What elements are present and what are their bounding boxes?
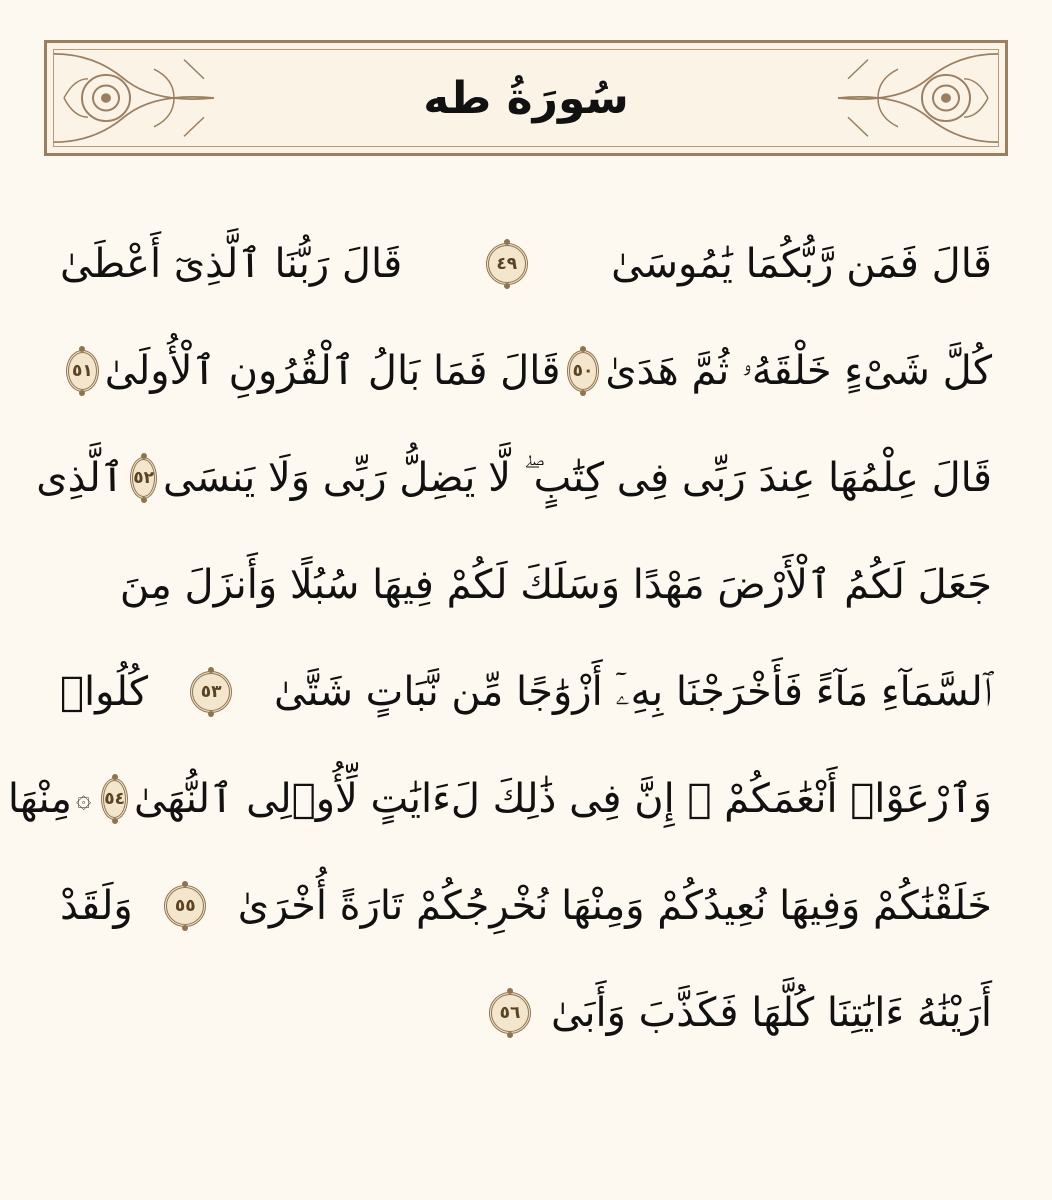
verse-line [60, 959, 992, 1066]
verse-text: خَلَقْنَٰكُمْ وَفِيهَا نُعِيدُكُمْ وَمِنْهَا نُخْرِجُكُمْ تَارَةً أُخْرَىٰ [237, 882, 992, 929]
surah-header-inner-border [53, 49, 999, 147]
verse-text: قَالَ فَمَا بَالُ ٱلْقُرُونِ ٱلْأُولَىٰ [104, 347, 561, 394]
verse-line [60, 317, 992, 424]
verse-text: كُلَّ شَىْءٍ خَلْقَهُۥ ثُمَّ هَدَىٰ [605, 347, 992, 394]
verses-body [7, 210, 992, 1066]
ayah-number-marker: ٥٦ [489, 992, 531, 1034]
verse-text: قَالَ فَمَن رَّبُّكُمَا يَٰمُوسَىٰ [611, 240, 992, 287]
surah-header [44, 40, 1008, 156]
ayah-number-marker: ٥٤ [101, 778, 128, 820]
verse-line [60, 638, 992, 745]
surah-title: سُورَةُ طه [423, 72, 629, 124]
verse-text: ٱلسَّمَآءِ مَآءً فَأَخْرَجْنَا بِهِۦٓ أَزْوَٰجًا مِّن نَّبَاتٍ شَتَّىٰ [274, 668, 992, 715]
ayah-number-marker: ٥٣ [190, 671, 232, 713]
verse-text: وَٱرْعَوْا۟ أَنْعَٰمَكُمْ ۗ إِنَّ فِى ذَٰلِكَ لَءَايَٰتٍ لِّأُو۟لِى ٱلنُّهَىٰ [133, 775, 992, 822]
verse-text: قَالَ عِلْمُهَا عِندَ رَبِّى فِى كِتَٰبٍ ۖ لَّا يَضِلُّ رَبِّى وَلَا يَنسَى [162, 454, 992, 501]
ayah-number-marker: ٥٢ [130, 457, 157, 499]
hizb-star-icon: ۞ [75, 783, 92, 814]
verse-text: كُلُوا۟ [60, 668, 149, 715]
verse-line [60, 531, 992, 638]
header-ornament-left [54, 50, 214, 146]
ornament-icon-right [838, 50, 998, 146]
verse-text: ٱلَّذِى [36, 454, 125, 501]
ayah-number-marker: ٥٠ [567, 350, 600, 392]
header-ornament-right [838, 50, 998, 146]
verse-line [60, 852, 992, 959]
verse-line [36, 424, 992, 531]
ayah-number-marker: ٤٩ [486, 243, 528, 285]
verse-line [60, 210, 992, 317]
verse-text: جَعَلَ لَكُمُ ٱلْأَرْضَ مَهْدًا وَسَلَكَ لَكُمْ فِيهَا سُبُلًا وَأَنزَلَ مِنَ [119, 561, 992, 608]
ayah-number-marker: ٥٥ [164, 885, 206, 927]
verse-line [7, 745, 992, 852]
ornament-icon-left [54, 50, 214, 146]
verse-text: وَلَقَدْ [60, 882, 133, 929]
verse-text: أَرَيْنَٰهُ ءَايَٰتِنَا كُلَّهَا فَكَذَّبَ وَأَبَىٰ [551, 989, 992, 1036]
verse-text: قَالَ رَبُّنَا ٱلَّذِىٓ أَعْطَىٰ [60, 240, 403, 287]
ayah-number-marker: ٥١ [66, 350, 99, 392]
verse-text: مِنْهَا [7, 775, 72, 822]
